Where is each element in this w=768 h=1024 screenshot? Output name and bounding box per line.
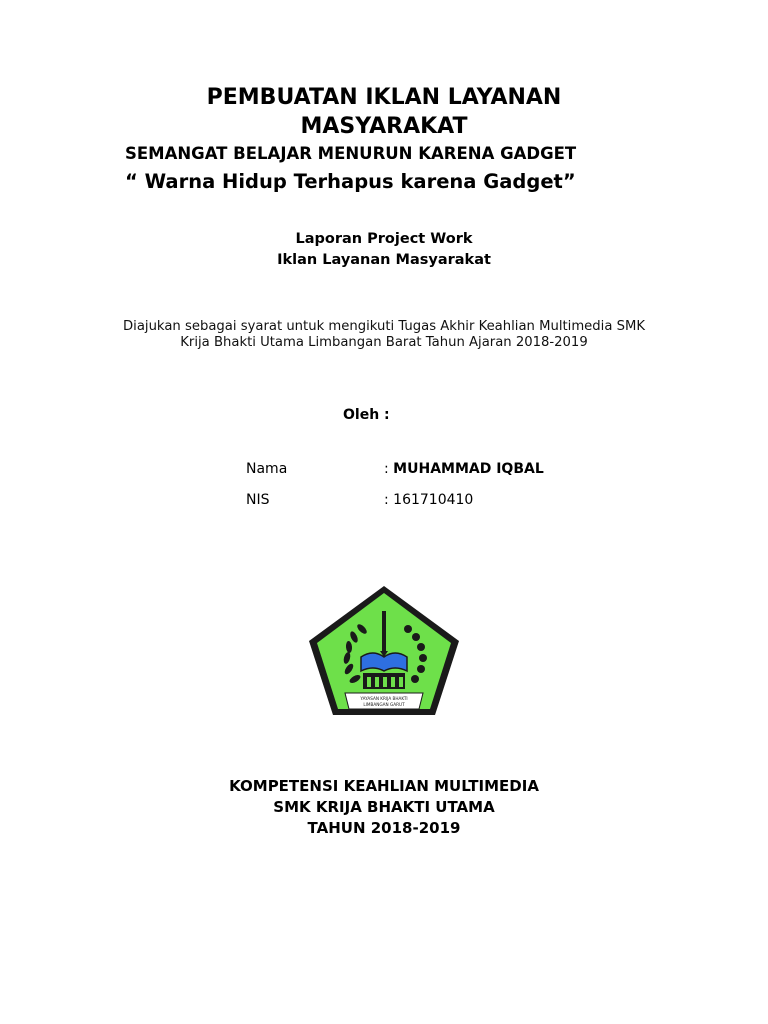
footer-line-1: KOMPETENSI KEAHLIAN MULTIMEDIA	[229, 777, 539, 795]
author-name: MUHAMMAD IQBAL	[393, 461, 544, 477]
report-line-1: Laporan Project Work	[295, 231, 473, 247]
logo-ribbon-text-2: LIMBANGAN GARUT	[363, 702, 405, 707]
purpose-line-1: Diajukan sebagai syarat untuk mengikuti Tugas Akhir Keahlian Multimedia SMK	[123, 319, 645, 334]
nis-label: NIS	[246, 492, 270, 508]
tagline: “ Warna Hidup Terhapus karena Gadget”	[125, 170, 576, 193]
logo-ribbon-text-1: YAYASAN KRIJA BHAKTI	[360, 696, 408, 701]
title-line-2: MASYARAKAT	[300, 114, 468, 139]
logo-pen	[382, 611, 386, 651]
footer-line-3: TAHUN 2018-2019	[307, 819, 461, 837]
name-value	[384, 459, 544, 479]
title-line-1: PEMBUATAN IKLAN LAYANAN	[206, 85, 562, 110]
nis-value: : 161710410	[384, 492, 474, 508]
school-logo	[305, 583, 463, 718]
name-separator: :	[384, 461, 394, 477]
purpose-line-2: Krija Bhakti Utama Limbangan Barat Tahun Ajaran 2018-2019	[180, 335, 588, 350]
by-label: Oleh :	[343, 407, 390, 423]
name-label: Nama	[246, 461, 288, 477]
footer-line-2: SMK KRIJA BHAKTI UTAMA	[273, 798, 495, 816]
subtitle: SEMANGAT BELAJAR MENURUN KARENA GADGET	[125, 144, 577, 163]
report-line-2: Iklan Layanan Masyarakat	[277, 252, 491, 268]
